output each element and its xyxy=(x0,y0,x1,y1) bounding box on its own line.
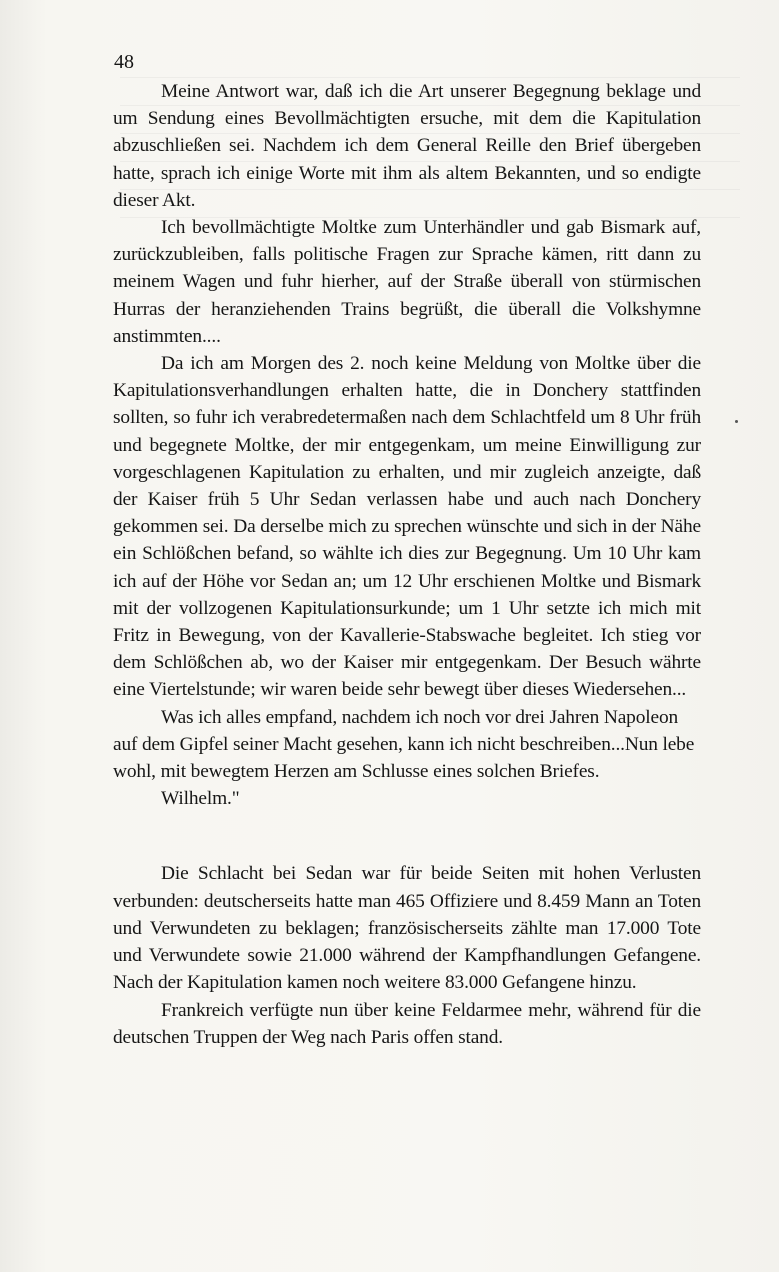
paragraph-antwort: Meine Antwort war, daß ich die Art unserer Begegnung beklage und um Sendung eines Bevollmächtigten ersuche, mit dem die Kapitulation abzuschließen sei. Nachdem ich dem General Reille den Brief übergeben hatte, sprach ich einige Worte mit ihm als altem Bekannten, und so endigte dieser Akt. xyxy=(113,81,701,211)
signature-wilhelm: Wilhelm." xyxy=(161,788,240,810)
letter-text xyxy=(113,78,701,1051)
paragraph-moltke-unterhaendler: Ich bevollmächtigte Moltke zum Unterhändler und gab Bismark auf, zurückzubleiben, falls politische Fragen zur Sprache kämen, ritt dann zu meinem Wagen und fuhr hierher, auf der Straße überall von stürmischen Hurras der heranziehenden Trains begrüßt, die überall die Volkshymne anstimmten.... xyxy=(113,217,701,347)
print-speck xyxy=(735,420,738,423)
paragraph-abschied: Was ich alles empfand, nachdem ich noch vor drei Jahren Napoleon auf dem Gipfel seiner Macht gesehen, kann ich nicht beschreiben...Nun lebe wohl, mit bewegtem Herzen am Schlusse eines solchen Briefes. xyxy=(113,706,695,783)
page-number: 48 xyxy=(114,51,134,73)
binding-shadow-mark xyxy=(6,1130,20,1156)
paragraph-morgen-des-2: Da ich am Morgen des 2. noch keine Meldung von Moltke über die Kapitulationsverhandlungen erhalten hatte, die in Donchery stattfinden sollten, so fuhr ich verabredetermaßen nach dem Schlachtfeld um 8 Uhr früh und begegnete Moltke, der mir entgegenkam, um meine Einwilligung zur vorgeschlagenen Kapitulation zu erhalten, und mir zugleich anzeigte, daß der Kaiser früh 5 Uhr Sedan verlassen habe und auch nach Donchery gekommen sei. Da derselbe mich zu sprechen wünschte und sich in der Nähe ein Schlößchen befand, so wählte ich dies zur Begegnung. Um 10 Uhr kam ich auf der Höhe vor Sedan an; um 12 Uhr erschienen Moltke und Bismark mit der vollzogenen Kapitulationsurkunde; um 1 Uhr setzte ich mich mit Fritz in Bewegung, von der Kavallerie-Stabswache begleitet. Ich stieg vor dem Schlößchen ab, wo der Kaiser mir entgegenkam. Der Besuch währte eine Viertelstunde; wir waren beide sehr bewegt über dieses Wiedersehen... xyxy=(113,353,701,701)
paragraph-verluste: Die Schlacht bei Sedan war für beide Seiten mit hohen Verlusten verbunden: deutscherseits hatte man 465 Offiziere und 8.459 Mann an Toten und Verwundeten zu beklagen; französischerseits zählte man 17.000 Tote und Verwundete sowie 21.000 während der Kampfhandlungen Gefangene. Nach der Kapitulation kamen noch weitere 83.000 Gefangene hinzu. xyxy=(113,863,701,994)
paragraph-frankreich: Frankreich verfügte nun über keine Feldarmee mehr, während für die deutschen Truppen der Weg nach Paris offen stand. xyxy=(113,999,701,1048)
section-spacer xyxy=(113,812,701,860)
